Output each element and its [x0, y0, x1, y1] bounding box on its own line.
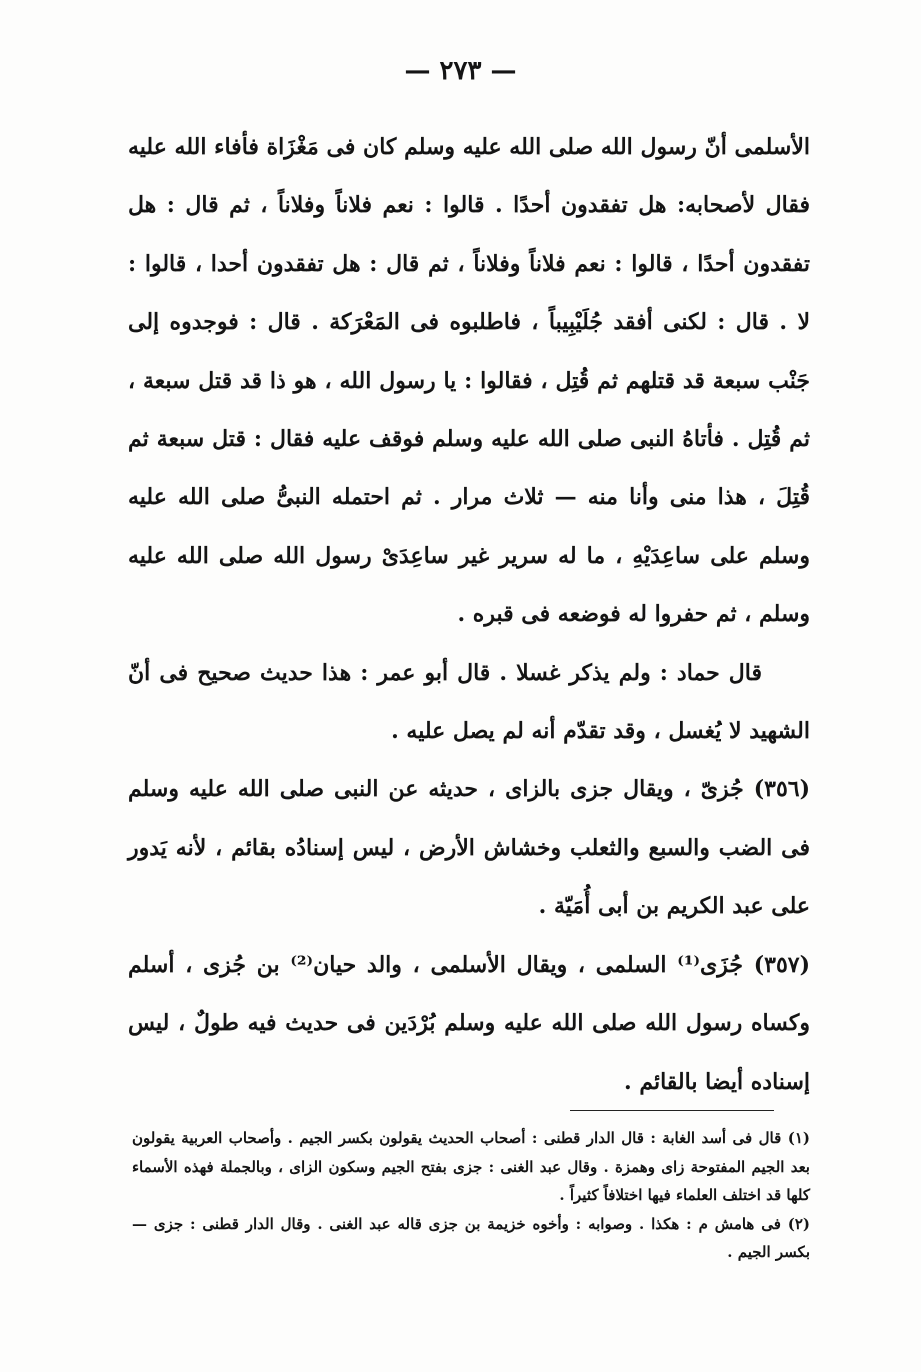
- entry-357: (٣٥٧) جُزَى⁽¹⁾ السلمى ، ويقال الأسلمى ، والد حيان⁽²⁾ بن جُزى ، أسلم وكساه رسول الله صلى الله عليه وسلم بُرْدَين فى حديث فيه طولٌ ، ليس إسناده أيضا بالقائم .: [128, 951, 810, 1095]
- footnote-divider: [570, 1110, 774, 1111]
- paragraph-hadith-julaybib: الأسلمى أنّ رسول الله صلى الله عليه وسلم كان فى مَغْزَاة فأفاء الله عليه فقال لأصحابه: هل تفقدون أحدًا . قالوا : نعم فلاناً وفلاناً ، ثم قال : هل تفقدون أحدًا ، قالوا : نعم فلاناً وفلاناً ، ثم قال : هل تفقدون أحدا ، قالوا : لا . قال : لكنى أفقد جُلَيْبِيباً ، فاطلبوه فى المَعْرَكة . قال : فوجدوه إلى جَنْب سبعة قد قتلهم ثم قُتِل ، فقالوا : يا رسول الله ، هو ذا قد قتل سبعة ، ثم قُتِل . فأتاهُ النبى صلى الله عليه وسلم فوقف عليه فقال : قتل سبعة ثم قُتِلَ ، هذا منى وأنا منه — ثلاث مرار . ثم احتمله النبىُّ صلى الله عليه وسلم على ساعِدَيْهِ ، ما له سرير غير ساعِدَىْ رسول الله صلى الله عليه وسلم ، ثم حفروا له فوضعه فى قبره .: [128, 134, 811, 628]
- main-text: [128, 118, 810, 1111]
- page-number: — ٢٧٣ —: [404, 56, 517, 86]
- footnote-2: (٢) فى هامش م : هكذا . وصوابه : وأخوه خزيمة بن جزى قاله عبد الغنى . وقال الدار قطنى : جزى — بكسر الجيم .: [132, 1214, 810, 1261]
- entry-356: (٣٥٦) جُزىّ ، ويقال جزى بالزاى ، حديثه عن النبى صلى الله عليه وسلم فى الضب والسبع والثعلب وخشاش الأرض ، ليس إسنادُه بقائم ، لأنه يَدور على عبد الكريم بن أبى أُمَيّة .: [128, 776, 810, 920]
- footnote-1: (١) قال فى أسد الغابة : قال الدار قطنى : أصحاب الحديث يقولون بكسر الجيم . وأصحاب العربية يقولون بعد الجيم المفتوحة زاى وهمزة . وقال عبد الغنى : جزى بفتح الجيم وسكون الزاى ، وبالجملة فهذه الأسماء كلها قد اختلف العلماء فيها اختلافاً كثيراً .: [132, 1129, 810, 1204]
- footnotes: [132, 1124, 810, 1267]
- paragraph-hammad-comment: قال حماد : ولم يذكر غسلا . قال أبو عمر : هذا حديث صحيح فى أنّ الشهيد لا يُغسل ، وقد تقدّم أنه لم يصل عليه .: [128, 659, 810, 745]
